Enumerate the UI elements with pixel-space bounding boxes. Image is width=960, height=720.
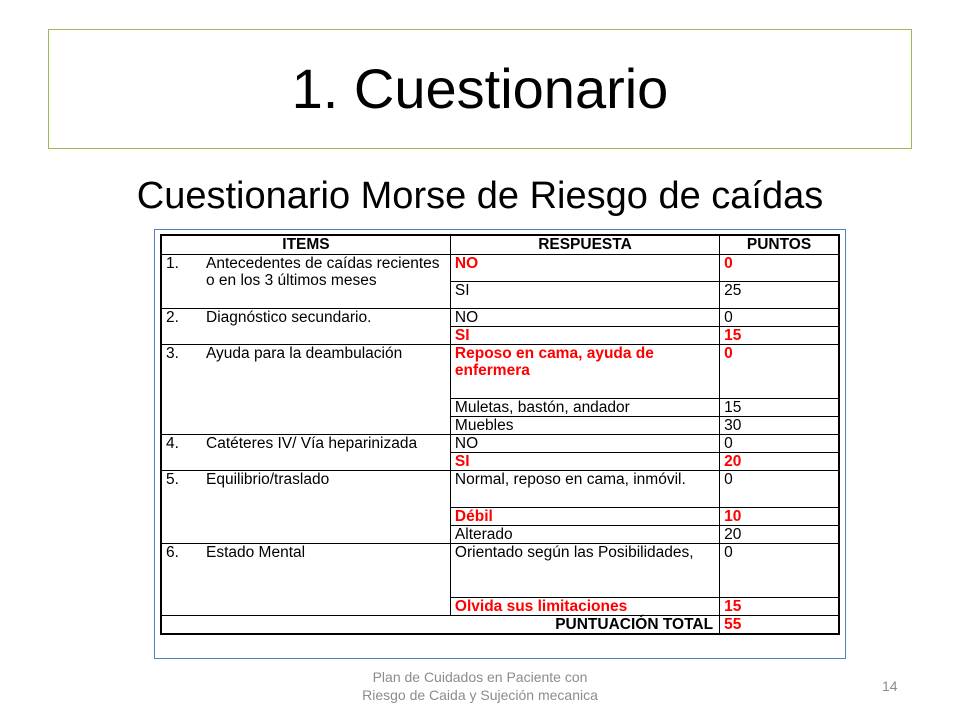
morse-fall-risk-table	[160, 234, 840, 635]
response-cell: Débil	[450, 508, 719, 526]
item-cell	[161, 435, 450, 471]
response-cell: SI	[450, 327, 719, 345]
response-cell: Muebles	[450, 417, 719, 435]
item-number: 6.	[166, 544, 179, 561]
response-cell: Alterado	[450, 526, 719, 544]
item-cell	[161, 544, 450, 616]
response-cell: Reposo en cama, ayuda de enfermera	[450, 345, 719, 399]
footer-line-1: Plan de Cuidados en Paciente con	[372, 669, 588, 685]
item-cell	[161, 345, 450, 435]
points-cell: 0	[720, 345, 839, 399]
response-cell: SI	[450, 453, 719, 471]
item-label: Diagnóstico secundario.	[206, 309, 372, 326]
points-cell: 0	[720, 544, 839, 598]
points-cell: 20	[720, 453, 839, 471]
points-cell: 0	[720, 435, 839, 453]
response-cell: NO	[450, 255, 719, 282]
total-value: 55	[720, 616, 839, 635]
table-row	[161, 544, 839, 598]
response-cell: NO	[450, 309, 719, 327]
points-cell: 0	[720, 471, 839, 508]
points-cell: 10	[720, 508, 839, 526]
points-cell: 15	[720, 327, 839, 345]
item-label: Catéteres IV/ Vía heparinizada	[206, 435, 418, 452]
points-cell: 15	[720, 399, 839, 417]
table-row	[161, 309, 839, 327]
page-number: 14	[882, 678, 898, 694]
response-cell: Normal, reposo en cama, inmóvil.	[450, 471, 719, 508]
item-number: 4.	[166, 435, 179, 452]
item-number: 2.	[166, 309, 179, 326]
footer-text	[320, 668, 640, 704]
item-label: Equilibrio/traslado	[206, 471, 330, 488]
item-number: 1.	[166, 255, 179, 272]
response-cell: SI	[450, 282, 719, 309]
item-label: Antecedentes de caídas recientes o en los 3 últimos meses	[206, 255, 440, 289]
total-label: PUNTUACIÓN TOTAL	[161, 616, 720, 635]
title-placeholder	[48, 29, 912, 149]
header-items: ITEMS	[161, 235, 450, 255]
item-cell	[161, 255, 450, 309]
points-cell: 15	[720, 598, 839, 616]
header-puntos: PUNTOS	[720, 235, 839, 255]
table-header-row	[161, 235, 839, 255]
response-cell: NO	[450, 435, 719, 453]
response-cell: Olvida sus limitaciones	[450, 598, 719, 616]
response-cell: Orientado según las Posibilidades,	[450, 544, 719, 598]
table-row	[161, 435, 839, 453]
points-cell: 0	[720, 309, 839, 327]
table-row	[161, 255, 839, 282]
table-row	[161, 345, 839, 399]
points-cell: 0	[720, 255, 839, 282]
footer-line-2: Riesgo de Caida y Sujeción mecanica	[362, 687, 598, 703]
header-respuesta: RESPUESTA	[450, 235, 719, 255]
item-label: Estado Mental	[206, 544, 306, 561]
total-row	[161, 616, 839, 635]
item-cell	[161, 471, 450, 544]
item-label: Ayuda para la deambulación	[206, 345, 403, 362]
points-cell: 20	[720, 526, 839, 544]
slide-subtitle: Cuestionario Morse de Riesgo de caídas	[136, 175, 824, 217]
response-cell: Muletas, bastón, andador	[450, 399, 719, 417]
points-cell: 30	[720, 417, 839, 435]
item-cell	[161, 309, 450, 345]
table-image-frame	[154, 229, 846, 659]
slide-title: 1. Cuestionario	[291, 57, 669, 120]
item-number: 3.	[166, 345, 179, 362]
item-number: 5.	[166, 471, 179, 488]
table-row	[161, 471, 839, 508]
points-cell: 25	[720, 282, 839, 309]
